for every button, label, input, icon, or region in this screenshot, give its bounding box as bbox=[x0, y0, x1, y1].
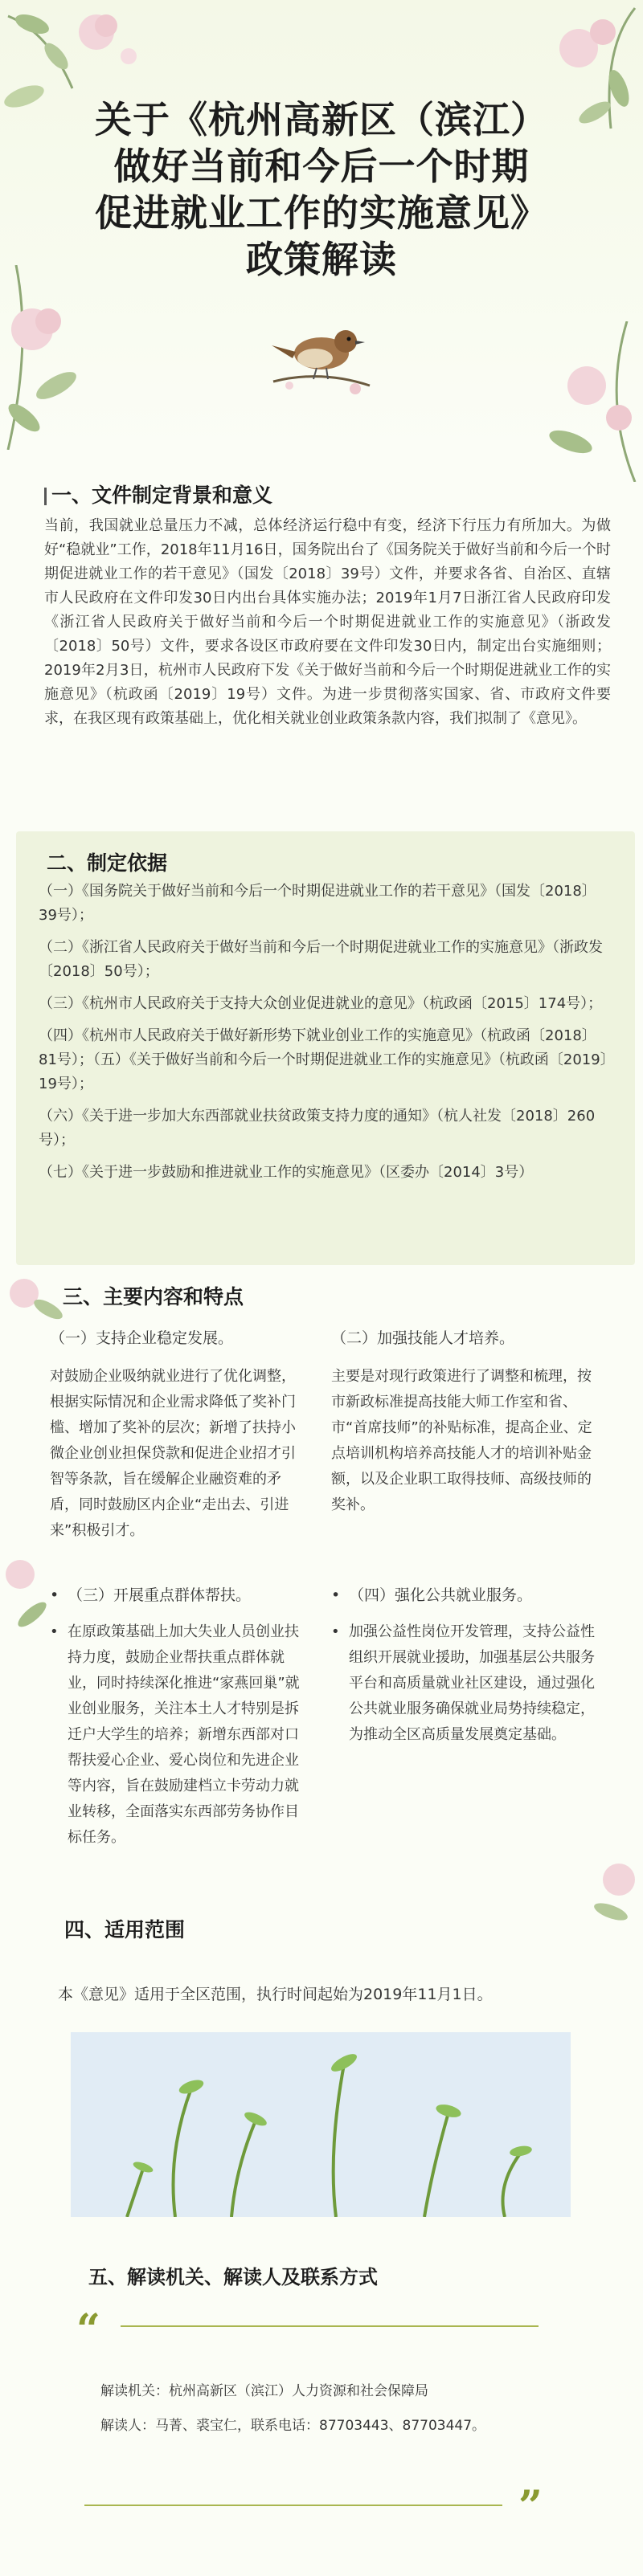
list-item: （七）《关于进一步鼓励和推进就业工作的实施意见》（区委办〔2014〕3号） bbox=[39, 1164, 534, 1181]
section-5-heading: 五、解读机关、解读人及联系方式 bbox=[88, 2266, 378, 2288]
open-quote-icon: “ bbox=[76, 2305, 100, 2354]
flower-decoration-left-icon bbox=[0, 265, 145, 450]
list-item: （六）《关于进一步加大东西部就业扶贫政策支持力度的通知》（杭人社发〔2018〕260号）； bbox=[39, 1108, 596, 1149]
title-line-1: 关于《杭州高新区（滨江） bbox=[95, 98, 548, 141]
list-item: （一）《国务院关于做好当前和今后一个时期促进就业工作的若干意见》（国发〔2018〕39号）； bbox=[39, 883, 596, 924]
interpreting-org: 解读机关：杭州高新区（滨江）人力资源和社会保障局 bbox=[100, 2383, 428, 2399]
subsection-2-title: （二）加强技能人才培养。 bbox=[331, 1329, 515, 1347]
bottom-divider bbox=[84, 2505, 502, 2506]
list-item: （三）《杭州市人民政府关于支持大众创业促进就业的意见》（杭政函〔2015〕174号）； bbox=[39, 995, 603, 1012]
subsection-3-list bbox=[50, 1619, 307, 1851]
page-title bbox=[0, 96, 643, 283]
title-line-3: 促进就业工作的实施意见》 bbox=[95, 191, 548, 235]
content-col-2 bbox=[331, 1325, 596, 1518]
section-1-body: 当前，我国就业总量压力不减，总体经济运行稳中有变，经济下行压力有所加大。为做好“稳就业”工作，2018年11月16日，国务院出台了《国务院关于做好当前和今后一个时期促进就业工作的若干意见》（国发〔2018〕39号）文件，并要求各省、自治区、直辖市人民政府在文件印发30日内出台具体实施办法；2019年1月7日浙江省人民政府印发《浙江省人民政府关于做好当前和今后一个时期促进就业工作的实施意见》（浙政发〔2018〕50号）文件，要求各设区市政府要在文件印发30日内，制定出台实施细则；2019年2月3日，杭州市人民政府下发《关于做好当前和今后一个时期促进就业工作的实施意见》（杭政函〔2019〕19号）文件。为进一步贯彻落实国家、省、市政府文件要求，在我区现有政策基础上，优化相关就业创业政策条款内容，我们拟制了《意见》。 bbox=[44, 517, 611, 727]
section-4-body: 本《意见》适用于全区范围，执行时间起始为2019年11月1日。 bbox=[58, 1986, 493, 2003]
header-banner bbox=[0, 0, 643, 450]
bird-on-branch-icon bbox=[265, 305, 378, 402]
subsection-4-title: • （四）强化公共就业服务。 bbox=[331, 1582, 596, 1608]
list-item: （二）《浙江省人民政府关于做好当前和今后一个时期促进就业工作的实施意见》（浙政发〔2018〕50号）； bbox=[39, 939, 603, 980]
sprouts-photo-icon bbox=[71, 2032, 571, 2217]
subsection-4-list bbox=[331, 1619, 596, 1748]
title-line-2: 做好当前和今后一个时期 bbox=[113, 145, 530, 188]
subsection-4-body: • 加强公益性岗位开发管理，支持公益性组织开展就业援助，加强基层公共服务平台和高质量就业社区建设，通过强化公共就业服务确保就业局势持续稳定，为推动全区高质量发展奠定基础。 bbox=[331, 1619, 596, 1748]
top-divider bbox=[121, 2325, 539, 2327]
content-col-4 bbox=[331, 1582, 596, 1748]
title-line-4: 政策解读 bbox=[246, 238, 397, 281]
list-item: （四）《杭州市人民政府关于做好新形势下就业创业工作的实施意见》（杭政函〔2018〕81号）；（五）《关于做好当前和今后一个时期促进就业工作的实施意见》（杭政函〔2019〕19号）； bbox=[39, 1027, 608, 1092]
section-3-heading: 三、主要内容和特点 bbox=[63, 1285, 244, 1308]
subsection-3-title: • （三）开展重点群体帮扶。 bbox=[50, 1582, 307, 1608]
subsection-1-body: 对鼓励企业吸纳就业进行了优化调整，根据实际情况和企业需求降低了奖补门槛、增加了奖补的层次；新增了扶持小微企业创业担保贷款和促进企业招才引智等条款，旨在缓解企业融资难的矛盾，同时鼓励区内企业“走出去、引进来”积极引才。 bbox=[50, 1368, 296, 1539]
close-quote-icon: ” bbox=[518, 2482, 543, 2531]
heading-bar bbox=[44, 488, 47, 505]
section-4-heading: 四、适用范围 bbox=[64, 1918, 186, 1941]
flower-decoration-right-2-icon bbox=[579, 1847, 643, 1928]
subsection-1-title: （一）支持企业稳定发展。 bbox=[50, 1329, 234, 1347]
subsection-3-body: • 在原政策基础上加大失业人员创业扶持力度，鼓励企业帮扶重点群体就业，同时持续深化推进“家燕回巢”就业创业服务，关注本土人才特别是拆迁户大学生的培养；新增东西部对口帮扶爱心企业、爱心岗位和先进企业等内容，旨在鼓励建档立卡劳动力就业转移，全面落实东西部劳务协作目标任务。 bbox=[50, 1619, 307, 1851]
interpreter-contact: 解读人：马菁、裘宝仁，联系电话：87703443、87703447。 bbox=[100, 2418, 486, 2434]
basis-list bbox=[39, 880, 613, 1193]
content-col-3 bbox=[50, 1582, 307, 1851]
subsection-2-body: 主要是对现行政策进行了调整和梳理，按市新政标准提高技能大师工作室和省、市“首席技师”的补贴标准，提高企业、定点培训机构培养高技能人才的培训补贴金额，以及企业职工取得技师、高级技师的奖补。 bbox=[331, 1368, 592, 1513]
section-1-heading: 一、文件制定背景和意义 bbox=[44, 480, 272, 508]
section-2-heading: 二、制定依据 bbox=[47, 851, 168, 875]
flower-decoration-right-icon bbox=[490, 321, 643, 482]
content-col-1 bbox=[50, 1325, 307, 1544]
flower-decoration-section3-icon bbox=[0, 1261, 72, 1333]
